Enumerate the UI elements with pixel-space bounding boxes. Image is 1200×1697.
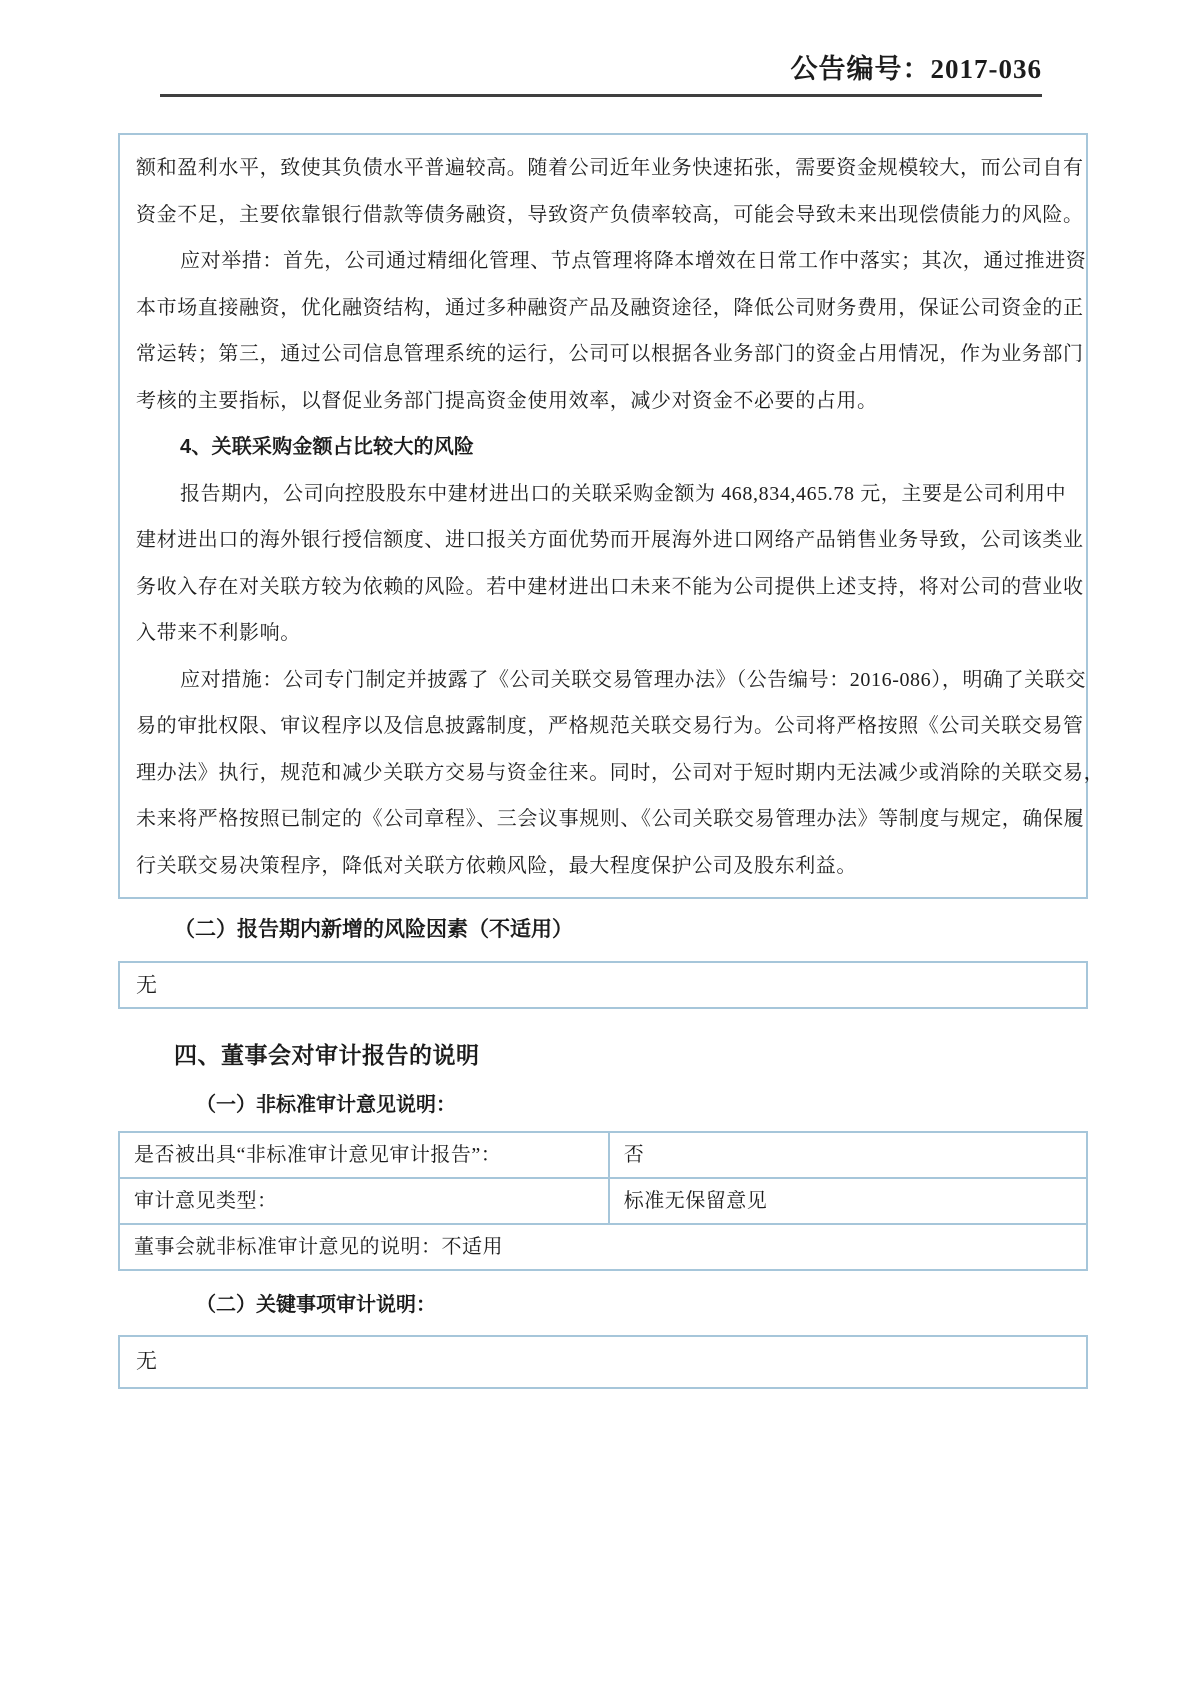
risk-text-line: 务收入存在对关联方较为依赖的风险。若中建材进出口未来不能为公司提供上述支持，将对公司的营业收 [136,575,1084,598]
document-header [118,0,1088,97]
risk-text-line: 本市场直接融资，优化融资结构，通过多种融资产品及融资途径，降低公司财务费用，保证公司资金的正 [136,296,1084,319]
audit-report-issued-value: 否 [609,1132,1087,1178]
risk-text-line: 考核的主要指标，以督促业务部门提高资金使用效率，减少对资金不必要的占用。 [136,389,878,412]
audit-report-issued-label: 是否被出具“非标准审计意见审计报告”： [119,1132,609,1178]
audit-opinion-table [118,1131,1088,1271]
risk-text-line: 常运转；第三，通过公司信息管理系统的运行，公司可以根据各业务部门的资金占用情况，作为业务部门 [136,343,1084,365]
risk-text-line: 易的审批权限、审议程序以及信息披露制度，严格规范关联交易行为。公司将严格按照《公司关联交易管 [136,715,1084,737]
table-row [119,1224,1087,1270]
table-row [119,1132,1087,1178]
board-statement-row: 董事会就非标准审计意见的说明：不适用 [119,1224,1087,1270]
risk-text-line: 未来将严格按照已制定的《公司章程》、三会议事规则、《公司关联交易管理办法》等制度与规定，确保履 [136,808,1085,830]
audit-opinion-type-label: 审计意见类型： [119,1178,609,1224]
audit-opinion-type-value: 标准无保留意见 [609,1178,1087,1224]
risk-text-line: 应对措施：公司专门制定并披露了《公司关联交易管理办法》（公告编号：2016-086），明确了关联交 [180,668,1087,691]
risk-text-line: 资金不足，主要依靠银行借款等债务融资，导致资产负债率较高，可能会导致未来出现偿债能力的风险。 [136,203,1084,226]
nonstandard-opinion-heading: （一）非标准审计意见说明： [196,1094,456,1116]
risk-item-4-heading: 4、关联采购金额占比较大的风险 [180,436,475,458]
key-audit-matters-value-box: 无 [118,1335,1088,1389]
new-risk-factors-value-box: 无 [118,961,1088,1009]
risk-text-line: 入带来不利影响。 [136,622,301,644]
risk-text-line: 报告期内，公司向控股股东中建材进出口的关联采购金额为 468,834,465.78 元，主要是公司利用中 [180,482,1067,505]
announcement-number: 公告编号：2017-036 [790,54,1042,84]
key-audit-matters-heading: （二）关键事项审计说明： [196,1294,436,1316]
new-risk-factors-heading: （二）报告期内新增的风险因素（不适用） [174,918,573,941]
table-row [119,1178,1087,1224]
risk-factors-box [118,133,1105,899]
risk-text-line: 行关联交易决策程序，降低对关联方依赖风险，最大程度保护公司及股东利益。 [136,854,857,877]
risk-text-line: 额和盈利水平，致使其负债水平普遍较高。随着公司近年业务快速拓张，需要资金规模较大，而公司自有 [136,157,1084,179]
risk-text-line: 理办法》执行，规范和减少关联方交易与资金往来。同时，公司对于短时期内无法减少或消除的关联交易， [136,761,1105,784]
header-divider [160,94,1042,97]
board-audit-section-heading: 四、董事会对审计报告的说明 [174,1042,480,1068]
risk-text-line: 建材进出口的海外银行授信额度、进口报关方面优势而开展海外进口网络产品销售业务导致，公司该类业 [136,529,1084,551]
risk-text-line: 应对举措：首先，公司通过精细化管理、节点管理将降本增效在日常工作中落实；其次，通过推进资 [180,250,1087,272]
